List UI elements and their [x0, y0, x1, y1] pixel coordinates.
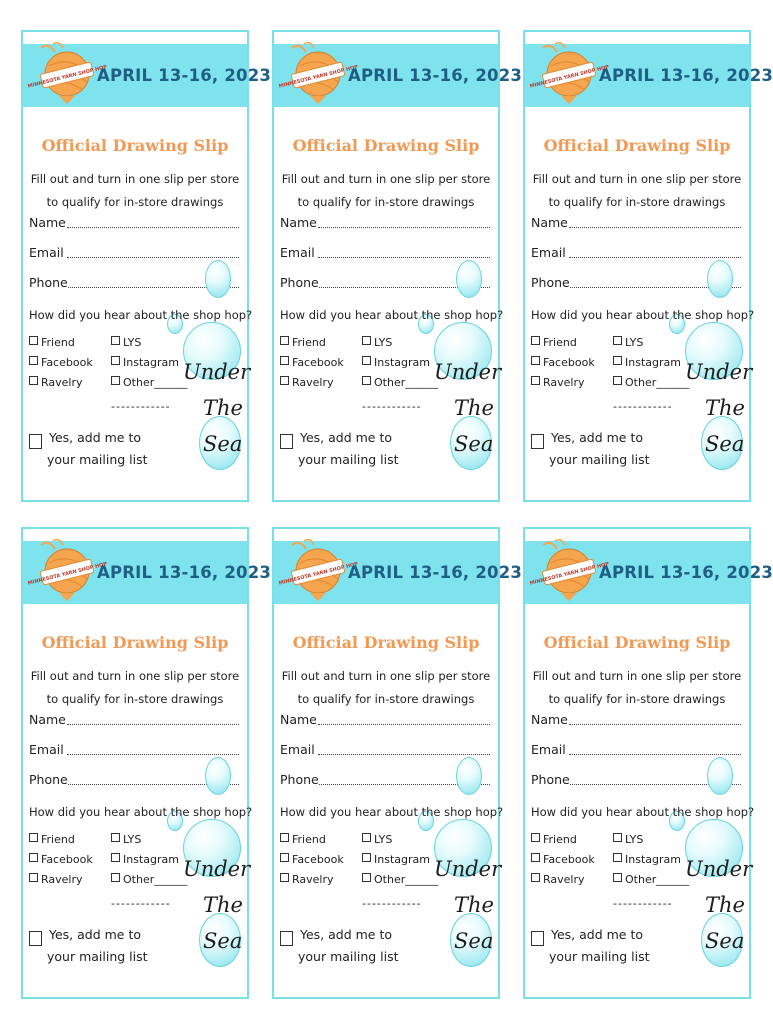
theme-word-the: The: [454, 893, 494, 917]
source-question: How did you hear about the shop hop?: [280, 308, 504, 322]
mailing-line-1: Yes, add me to: [49, 927, 142, 942]
email-field[interactable]: [531, 242, 741, 262]
instructions-line-2: to qualify for in-store drawings: [548, 195, 726, 209]
option-label: Facebook: [543, 356, 595, 369]
option-label: Ravelry: [543, 873, 585, 886]
instructions-line-1: Fill out and turn in one slip per store: [30, 172, 240, 186]
checkbox-icon: [613, 376, 622, 385]
instructions-line-1: Fill out and turn in one slip per store: [532, 172, 742, 186]
slip-instructions: [529, 168, 745, 214]
theme-word-the: The: [705, 396, 745, 420]
mailing-checkbox-icon[interactable]: [280, 931, 293, 946]
source-question: How did you hear about the shop hop?: [531, 308, 755, 322]
mailing-line-2: your mailing list: [47, 452, 148, 467]
option-other[interactable]: [613, 873, 689, 886]
option-facebook[interactable]: [29, 356, 93, 369]
slip-instructions: [27, 665, 243, 711]
checkbox-icon: [362, 376, 371, 385]
logo-text: MINNESOTA YARN SHOP HOP: [278, 561, 359, 587]
bubble-icon: [707, 757, 733, 795]
option-label: LYS: [374, 336, 393, 349]
option-label: Other______: [625, 873, 690, 886]
option-label: Other______: [374, 873, 439, 886]
yarn-ball-logo-icon: [27, 40, 108, 108]
checkbox-icon: [613, 853, 622, 862]
option-label: Instagram: [374, 853, 430, 866]
bubble-icon: [456, 260, 482, 298]
event-date: APRIL 13-16, 2023: [97, 563, 272, 582]
logo-text: MINNESOTA YARN SHOP HOP: [529, 561, 610, 587]
other-write-in-line: ------------: [111, 400, 171, 413]
yarn-ball-logo-icon: [278, 537, 359, 605]
phone-label: Phone: [280, 772, 319, 787]
theme-word-under: Under: [434, 360, 502, 384]
option-label: Friend: [292, 336, 326, 349]
option-facebook[interactable]: [280, 356, 344, 369]
name-line: [67, 227, 239, 228]
option-lys[interactable]: [613, 336, 643, 349]
email-label: Email: [29, 742, 64, 757]
option-instagram[interactable]: [362, 853, 430, 866]
source-question: How did you hear about the shop hop?: [29, 308, 253, 322]
name-line: [569, 227, 741, 228]
option-label: LYS: [625, 833, 644, 846]
option-ravelry[interactable]: [29, 873, 83, 886]
name-label: Name: [29, 712, 66, 727]
checkbox-icon: [280, 376, 289, 385]
option-label: Friend: [292, 833, 326, 846]
yarn-ball-logo-icon: [278, 40, 359, 108]
bubble-icon: [456, 757, 482, 795]
checkbox-icon: [362, 833, 371, 842]
slip-header: [274, 44, 523, 107]
yarn-ball-logo-icon: [27, 537, 108, 605]
name-line: [569, 724, 741, 725]
logo-text: MINNESOTA YARN SHOP HOP: [27, 561, 108, 587]
slip-instructions: [278, 665, 494, 711]
event-date: APRIL 13-16, 2023: [348, 563, 523, 582]
option-facebook[interactable]: [280, 853, 344, 866]
slip-title: Official Drawing Slip: [292, 633, 480, 652]
email-label: Email: [531, 245, 566, 260]
checkbox-icon: [280, 833, 289, 842]
checkbox-icon: [111, 376, 120, 385]
theme-word-the: The: [203, 893, 243, 917]
email-line: [569, 257, 741, 258]
option-label: Ravelry: [543, 376, 585, 389]
other-write-in-line: ------------: [613, 897, 673, 910]
slip-header: [23, 541, 272, 604]
instructions-line-2: to qualify for in-store drawings: [297, 692, 475, 706]
email-field[interactable]: [531, 739, 741, 759]
instructions-line-2: to qualify for in-store drawings: [548, 692, 726, 706]
slip-instructions: [278, 168, 494, 214]
checkbox-icon: [29, 833, 38, 842]
name-field[interactable]: [29, 709, 239, 729]
checkbox-icon: [29, 376, 38, 385]
mailing-line-2: your mailing list: [298, 452, 399, 467]
mailing-line-1: Yes, add me to: [49, 430, 142, 445]
option-label: LYS: [625, 336, 644, 349]
slip-instructions: [529, 665, 745, 711]
email-field[interactable]: [29, 242, 239, 262]
name-line: [67, 724, 239, 725]
bubble-icon: [205, 757, 231, 795]
option-label: Ravelry: [292, 376, 334, 389]
slip-title: Official Drawing Slip: [543, 633, 731, 652]
event-date: APRIL 13-16, 2023: [599, 563, 773, 582]
logo-text: MINNESOTA YARN SHOP HOP: [529, 64, 610, 90]
checkbox-icon: [111, 873, 120, 882]
checkbox-icon: [531, 376, 540, 385]
theme-word-the: The: [705, 893, 745, 917]
mailing-checkbox-icon[interactable]: [531, 931, 544, 946]
name-field[interactable]: [531, 709, 741, 729]
theme-word-sea: Sea: [454, 929, 494, 953]
name-label: Name: [531, 712, 568, 727]
option-label: Ravelry: [41, 873, 83, 886]
option-label: Other______: [374, 376, 439, 389]
name-label: Name: [29, 215, 66, 230]
name-field[interactable]: [29, 212, 239, 232]
checkbox-icon: [111, 853, 120, 862]
checkbox-icon: [111, 336, 120, 345]
mailing-line-2: your mailing list: [549, 949, 650, 964]
phone-label: Phone: [531, 275, 570, 290]
slip-header: [23, 44, 272, 107]
mailing-checkbox-icon[interactable]: [531, 434, 544, 449]
checkbox-icon: [613, 356, 622, 365]
name-field[interactable]: [280, 709, 490, 729]
checkbox-icon: [280, 853, 289, 862]
checkbox-icon: [531, 853, 540, 862]
option-friend[interactable]: [280, 336, 326, 349]
drawing-slip: [272, 527, 523, 999]
option-label: Friend: [543, 833, 577, 846]
theme-word-sea: Sea: [705, 929, 745, 953]
checkbox-icon: [362, 873, 371, 882]
option-label: Facebook: [543, 853, 595, 866]
option-label: Facebook: [41, 853, 93, 866]
event-date: APRIL 13-16, 2023: [97, 66, 272, 85]
option-label: Other______: [123, 873, 188, 886]
option-label: LYS: [374, 833, 393, 846]
option-instagram[interactable]: [111, 356, 179, 369]
email-label: Email: [531, 742, 566, 757]
option-lys[interactable]: [362, 336, 392, 349]
bubble-icon: [205, 260, 231, 298]
other-write-in-line: ------------: [362, 400, 422, 413]
option-label: Instagram: [374, 356, 430, 369]
name-line: [318, 227, 490, 228]
other-write-in-line: ------------: [613, 400, 673, 413]
theme-word-sea: Sea: [454, 432, 494, 456]
source-question: How did you hear about the shop hop?: [29, 805, 253, 819]
yarn-ball-logo-icon: [529, 40, 610, 108]
name-field[interactable]: [531, 212, 741, 232]
checkbox-icon: [531, 336, 540, 345]
mailing-checkbox-icon[interactable]: [280, 434, 293, 449]
checkbox-icon: [29, 356, 38, 365]
event-date: APRIL 13-16, 2023: [348, 66, 523, 85]
theme-word-under: Under: [434, 857, 502, 881]
option-label: Other______: [123, 376, 188, 389]
theme-word-the: The: [203, 396, 243, 420]
instructions-line-1: Fill out and turn in one slip per store: [30, 669, 240, 683]
option-facebook[interactable]: [29, 853, 93, 866]
option-instagram[interactable]: [613, 853, 681, 866]
option-friend[interactable]: [531, 336, 577, 349]
email-field[interactable]: [280, 739, 490, 759]
checkbox-icon: [531, 873, 540, 882]
option-other[interactable]: [613, 376, 689, 389]
option-lys[interactable]: [362, 833, 392, 846]
slip-title: Official Drawing Slip: [41, 136, 229, 155]
option-label: LYS: [123, 833, 142, 846]
yarn-ball-logo-icon: [529, 537, 610, 605]
option-ravelry[interactable]: [29, 376, 83, 389]
instructions-line-1: Fill out and turn in one slip per store: [532, 669, 742, 683]
theme-word-sea: Sea: [203, 929, 243, 953]
checkbox-icon: [531, 833, 540, 842]
checkbox-icon: [111, 356, 120, 365]
email-label: Email: [280, 742, 315, 757]
option-facebook[interactable]: [531, 853, 595, 866]
name-label: Name: [531, 215, 568, 230]
option-ravelry[interactable]: [531, 873, 585, 886]
name-field[interactable]: [280, 212, 490, 232]
instructions-line-1: Fill out and turn in one slip per store: [281, 669, 491, 683]
checkbox-icon: [531, 356, 540, 365]
checkbox-icon: [280, 356, 289, 365]
email-line: [318, 257, 490, 258]
mailing-line-1: Yes, add me to: [300, 430, 393, 445]
option-friend[interactable]: [280, 833, 326, 846]
checkbox-icon: [362, 853, 371, 862]
option-ravelry[interactable]: [280, 873, 334, 886]
option-label: Instagram: [123, 853, 179, 866]
theme-word-under: Under: [685, 360, 753, 384]
option-lys[interactable]: [613, 833, 643, 846]
option-label: Other______: [625, 376, 690, 389]
name-label: Name: [280, 712, 317, 727]
option-label: Facebook: [292, 356, 344, 369]
checkbox-icon: [111, 833, 120, 842]
logo-text: MINNESOTA YARN SHOP HOP: [278, 64, 359, 90]
mailing-line-1: Yes, add me to: [300, 927, 393, 942]
instructions-line-2: to qualify for in-store drawings: [297, 195, 475, 209]
option-label: Ravelry: [41, 376, 83, 389]
source-question: How did you hear about the shop hop?: [280, 805, 504, 819]
option-ravelry[interactable]: [531, 376, 585, 389]
option-other[interactable]: [111, 376, 187, 389]
mailing-checkbox-icon[interactable]: [29, 931, 42, 946]
option-friend[interactable]: [531, 833, 577, 846]
slip-header: [525, 541, 773, 604]
source-question: How did you hear about the shop hop?: [531, 805, 755, 819]
drawing-slip: [21, 527, 272, 999]
option-other[interactable]: [111, 873, 187, 886]
mailing-line-1: Yes, add me to: [551, 927, 644, 942]
slip-header: [525, 44, 773, 107]
drawing-slip: [272, 30, 523, 502]
checkbox-icon: [280, 873, 289, 882]
option-label: Friend: [543, 336, 577, 349]
drawing-slip: [523, 30, 773, 502]
checkbox-icon: [280, 336, 289, 345]
option-label: Friend: [41, 833, 75, 846]
option-instagram[interactable]: [362, 356, 430, 369]
checkbox-icon: [29, 336, 38, 345]
theme-word-the: The: [454, 396, 494, 420]
drawing-slip: [21, 30, 272, 502]
option-label: Facebook: [292, 853, 344, 866]
checkbox-icon: [613, 873, 622, 882]
phone-label: Phone: [280, 275, 319, 290]
mailing-line-2: your mailing list: [47, 949, 148, 964]
slip-header: [274, 541, 523, 604]
option-friend[interactable]: [29, 833, 75, 846]
checkbox-icon: [362, 356, 371, 365]
option-friend[interactable]: [29, 336, 75, 349]
option-other[interactable]: [362, 376, 438, 389]
slip-title: Official Drawing Slip: [292, 136, 480, 155]
checkbox-icon: [29, 873, 38, 882]
logo-text: MINNESOTA YARN SHOP HOP: [27, 64, 108, 90]
email-field[interactable]: [280, 242, 490, 262]
option-lys[interactable]: [111, 336, 141, 349]
theme-word-under: Under: [183, 360, 251, 384]
email-line: [569, 754, 741, 755]
slip-title: Official Drawing Slip: [41, 633, 229, 652]
checkbox-icon: [29, 853, 38, 862]
checkbox-icon: [613, 833, 622, 842]
bubble-icon: [707, 260, 733, 298]
instructions-line-1: Fill out and turn in one slip per store: [281, 172, 491, 186]
option-label: Facebook: [41, 356, 93, 369]
email-line: [318, 754, 490, 755]
phone-label: Phone: [29, 275, 68, 290]
name-label: Name: [280, 215, 317, 230]
drawing-slip: [523, 527, 773, 999]
email-line: [67, 754, 239, 755]
option-label: Instagram: [625, 356, 681, 369]
other-write-in-line: ------------: [111, 897, 171, 910]
email-label: Email: [29, 245, 64, 260]
theme-word-sea: Sea: [705, 432, 745, 456]
phone-label: Phone: [29, 772, 68, 787]
option-label: Instagram: [123, 356, 179, 369]
option-label: Friend: [41, 336, 75, 349]
option-ravelry[interactable]: [280, 376, 334, 389]
phone-label: Phone: [531, 772, 570, 787]
event-date: APRIL 13-16, 2023: [599, 66, 773, 85]
option-label: Ravelry: [292, 873, 334, 886]
option-instagram[interactable]: [111, 853, 179, 866]
checkbox-icon: [613, 336, 622, 345]
option-other[interactable]: [362, 873, 438, 886]
option-facebook[interactable]: [531, 356, 595, 369]
slip-instructions: [27, 168, 243, 214]
mailing-checkbox-icon[interactable]: [29, 434, 42, 449]
email-label: Email: [280, 245, 315, 260]
theme-word-under: Under: [183, 857, 251, 881]
theme-word-sea: Sea: [203, 432, 243, 456]
theme-word-under: Under: [685, 857, 753, 881]
mailing-line-1: Yes, add me to: [551, 430, 644, 445]
mailing-line-2: your mailing list: [298, 949, 399, 964]
other-write-in-line: ------------: [362, 897, 422, 910]
option-label: LYS: [123, 336, 142, 349]
instructions-line-2: to qualify for in-store drawings: [46, 195, 224, 209]
email-field[interactable]: [29, 739, 239, 759]
name-line: [318, 724, 490, 725]
mailing-line-2: your mailing list: [549, 452, 650, 467]
email-line: [67, 257, 239, 258]
option-lys[interactable]: [111, 833, 141, 846]
option-instagram[interactable]: [613, 356, 681, 369]
option-label: Instagram: [625, 853, 681, 866]
instructions-line-2: to qualify for in-store drawings: [46, 692, 224, 706]
checkbox-icon: [362, 336, 371, 345]
slip-title: Official Drawing Slip: [543, 136, 731, 155]
